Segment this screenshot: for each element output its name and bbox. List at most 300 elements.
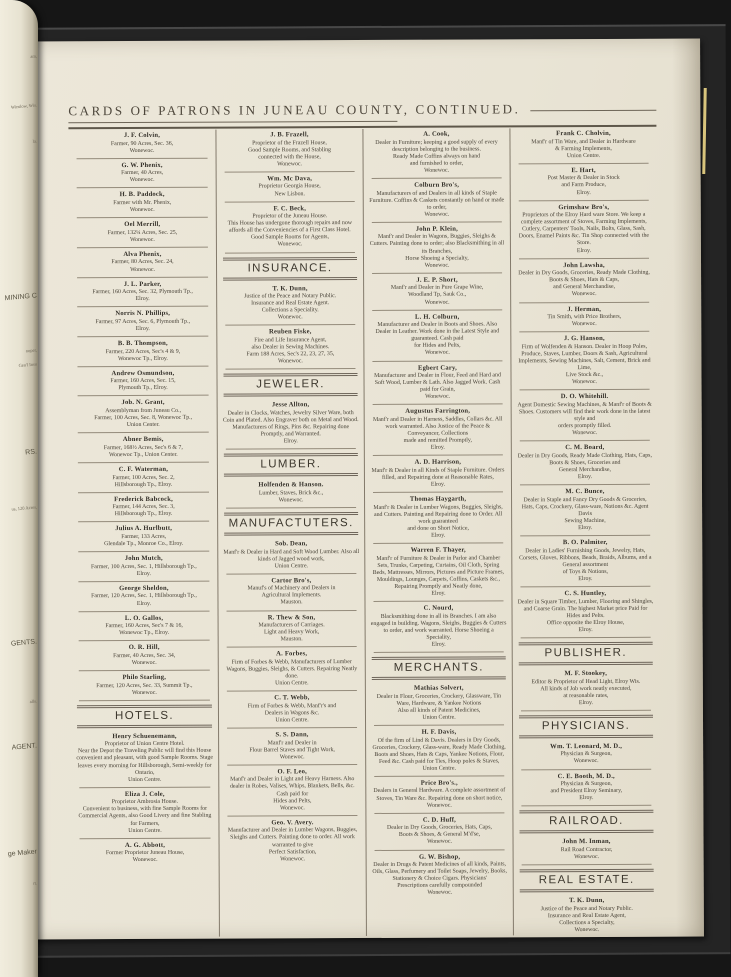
patron-detail-line: Elroy. — [577, 474, 593, 481]
adjacent-page-text-fragment: ooper, — [25, 347, 38, 354]
patron-name: G. W. Phenix, — [121, 161, 163, 169]
section-header: JEWELER. — [223, 373, 357, 397]
patron-detail-line: Near the Depot the Traveling Public will find this House convenient and pleasant, with good Sample Rooms. Stage leaves every morning for Hillsborough, Semi-weekly for Ontario, — [76, 748, 213, 776]
patron-detail-line: Also all kinds of Patent Medicines, — [397, 707, 481, 714]
patron-column — [68, 130, 219, 938]
patron-detail-line: Collections a Specialty, — [559, 919, 615, 926]
page-title: CARDS OF PATRONS IN JUNEAU COUNTY, CONTINUED. — [68, 101, 521, 119]
patron-entry — [515, 259, 653, 303]
patron-name: G. W. Bishop, — [418, 853, 461, 861]
patron-detail-line: Of the firm of Lind & Davis. Dealers in Dry Goods, Groceries, Crockery, Glass-ware, Ready Made Clothing, Boots and Shoes, Hats & Caps, Yankee Notions, Flour, Feed &c. Cash paid for Ties, Hoop poles & Staves, — [372, 736, 506, 765]
patron-entry — [75, 642, 214, 672]
patron-detail-line: Proprietor Ambrosia House. — [111, 799, 179, 806]
patron-detail-line: Perfect Satisfaction, — [268, 848, 317, 856]
patron-detail-line: Wonewoc. — [129, 177, 155, 184]
patron-name: Grimshaw Bro's, — [558, 203, 610, 211]
patron-name: H. F. Davis, — [421, 728, 457, 736]
patron-detail-line: Farmer, 80 Acres, Sec. 24, — [111, 259, 174, 266]
patron-entry — [516, 588, 654, 640]
patron-detail-line: Wonewoc. — [427, 890, 453, 897]
patron-detail-line: Elroy. — [135, 325, 150, 332]
patron-detail-line: Manf'r of Furniture & Dealer in Parlor and Chamber Sets, Trunks, Carpeting, Curtains, Oil Cloth, Spring Beds, Mattresses, Mirrors, Pictures and Picture Frames, Mouldings, Lounges, Carpets, Coffins, Caskets &c., — [372, 555, 504, 583]
patron-entry — [73, 219, 212, 249]
patron-detail-line: Post Master & Dealer in Stock — [547, 175, 620, 182]
patron-detail-line: Justice of the Peace and Notary Public. — [540, 905, 633, 912]
patron-entry — [74, 523, 213, 553]
patron-entry — [370, 682, 508, 726]
patron-entry — [223, 648, 361, 692]
adjacent-page-text-fragment: us, 120 Acres, — [11, 504, 38, 512]
patron-entry — [517, 741, 655, 771]
patron-name: C. D. Huff, — [422, 816, 457, 824]
patron-name: Augustus Farrington, — [405, 407, 471, 416]
patron-entry — [517, 770, 655, 807]
patron-detail-line: This House has undergone thorough repairs and now affords all the Conveniencies of a First Class Hotel. Good Sample Rooms for Agents, — [227, 220, 353, 241]
patron-detail-line: Farmer, 100 Acres, Sec. 2, — [112, 474, 175, 481]
patron-detail-line: Glendale Tp., Monroe Co., Elroy. — [104, 540, 184, 548]
patron-entry — [74, 583, 213, 613]
patron-entry — [369, 457, 507, 494]
patron-detail-line: Farmer, 132¼ Acres, Sec. 25, — [107, 229, 178, 236]
patron-column — [215, 129, 366, 937]
patron-entry — [223, 817, 361, 865]
patron-entry — [222, 575, 360, 612]
patron-name: T. K. Dunn, — [569, 897, 605, 905]
patron-detail-line: Wonewoc. — [277, 161, 303, 168]
patron-detail-line: Firm of Forbes & Webb, Manf'r's and — [247, 702, 337, 710]
patron-detail-line: Elroy. — [136, 570, 151, 577]
patron-name: C. Nourd, — [423, 604, 454, 612]
patron-name: Philo Starling, — [122, 673, 167, 682]
patron-name: A. G. Abbott, — [124, 841, 166, 849]
patron-entry — [515, 201, 653, 260]
patron-detail-line: Editor & Proprietor of Head Light, Elroy Wis. — [531, 678, 641, 685]
patron-detail-line: Dealer in Square Timber, Lumber, Flooring and Shingles, and Coarse Grain. The highest Market price Paid for Hides and Pelts. — [517, 598, 654, 619]
patron-detail-line: Manf'r & Dealer in all Kinds of Staple Furniture. Orders filled, and Repairing done at Reasonable Rates, — [371, 467, 505, 481]
patron-name: Wm. Mc Dava, — [267, 175, 313, 183]
patron-name: J. Herman, — [567, 305, 602, 313]
patron-detail-line: Prescriptions carefully compounded — [397, 882, 483, 890]
patron-detail-line: Wonewoc. — [571, 321, 597, 328]
adjacent-page-text-fragment: MINING C — [4, 292, 38, 303]
patron-detail-line: Farmer, 160 Acres, Sec's 7 & 16, — [105, 622, 183, 630]
gutter-shadow — [672, 39, 704, 937]
patron-entry — [73, 367, 212, 397]
patron-name: H. B. Paddock, — [119, 191, 165, 199]
patron-entry — [75, 672, 214, 702]
patron-detail-line: Farmer, 120 Acres, Sec. 1, Hillsborough Tp., — [91, 593, 197, 600]
adjacent-page-text-fragment: am, — [30, 53, 38, 59]
patron-entry — [74, 397, 213, 434]
patron-detail-line: Wonewoc. — [277, 241, 303, 248]
patron-detail-line: also Dealer in Sewing Machines. — [251, 344, 330, 351]
patron-name: B. B. Thompson, — [117, 339, 168, 348]
patron-detail-line: Flour Barrel Staves and Tight Work, — [249, 746, 335, 754]
patron-name: Alva Phenix, — [123, 250, 162, 258]
patron-detail-line: Tin Smith, with Price Brothers, — [547, 313, 622, 321]
patron-entry — [368, 274, 506, 311]
patron-name: A. Cook, — [423, 130, 450, 138]
patron-entry — [515, 165, 653, 202]
patron-detail-line: Manf'r and Dealer in Light and Heavy Harness. Also dealer in Robes, Valises, Whips, Blankets, Bells, &c. Cash paid for — [229, 776, 355, 797]
patron-detail-line: Manufacturers of and Dealers in all kinds of Staple Furniture. Coffins & Caskets constantly on hand or made to order, — [369, 189, 505, 211]
patron-detail-line: Wonewoc. — [426, 802, 452, 809]
patron-detail-line: Elroy. — [136, 600, 152, 607]
patron-entry — [74, 553, 213, 583]
patron-name: A. D. Harrison, — [414, 458, 462, 467]
patron-detail-line: Elroy. — [431, 641, 446, 648]
patron-detail-line: Farmer, 100 Acres, Sec. 1, Hillsborough Tp., — [90, 563, 197, 570]
patron-entry — [369, 544, 507, 603]
patron-detail-line: Elroy. — [135, 296, 150, 303]
patron-entry — [223, 692, 361, 729]
patron-name: Job. N. Grant, — [121, 399, 165, 407]
patron-entry — [223, 729, 361, 766]
section-header: MANUFACTUTERS. — [224, 512, 358, 536]
patron-detail-line: Dealers in Wagons &c. — [264, 710, 320, 717]
patron-detail-line: & Farming Implements, — [555, 145, 612, 152]
patron-detail-line: Union Center. — [126, 422, 160, 429]
patron-detail-line: Insurance and Real Estate Agent, — [547, 912, 626, 919]
patron-detail-line: Wonewoc. — [424, 262, 450, 269]
patron-detail-line: All kinds of Job work neatly executed, — [540, 685, 632, 692]
atlas-page — [28, 39, 704, 940]
patron-entry — [75, 730, 214, 789]
patron-entry — [370, 814, 508, 851]
patron-detail-line: Union Centre. — [422, 714, 456, 721]
patron-entry — [518, 895, 656, 935]
patron-entry — [74, 493, 213, 523]
patron-entry — [76, 839, 215, 865]
patron-name: Mathias Solvert, — [413, 684, 464, 692]
patron-name: Wm. T. Leonard, M. D., — [550, 742, 623, 751]
patron-entry — [368, 223, 506, 275]
patron-name: O. F. Leo, — [277, 768, 307, 776]
patron-name: Cartor Bro's, — [271, 577, 312, 585]
patron-column — [362, 128, 513, 936]
patron-detail-line: Live Stock &c., — [565, 372, 604, 379]
patron-name: John M. Inman, — [562, 838, 611, 846]
patron-entry — [74, 434, 213, 464]
adjacent-page-text-fragment: Gen'l Insu — [18, 361, 38, 369]
title-rule — [531, 109, 657, 111]
patron-name: L. H. Colburn, — [415, 313, 460, 321]
patron-detail-line: Rail Road Contractor, — [560, 846, 613, 854]
patron-detail-line: Elroy. — [430, 444, 445, 451]
patron-entry — [221, 173, 359, 203]
patron-detail-line: Wonewoc. — [131, 689, 157, 696]
patron-entry — [73, 159, 212, 189]
patron-name: R. Thew & Son, — [267, 613, 316, 621]
patron-name: Andrew Osmundson, — [111, 369, 175, 377]
patron-detail-line: Wonewoc. — [572, 379, 597, 386]
patron-name: Egbert Cary, — [417, 364, 458, 372]
patron-detail-line: Dealer in Staple and Fancy Dry Goods & Groceries, Hats, Caps, Crockery, Glass-ware, Notions &c. Agent Davis — [521, 496, 649, 517]
patron-detail-line: Ready Made Coffins always on hand — [392, 153, 481, 160]
patron-name: Henry Schuenemann, — [112, 732, 177, 740]
patron-detail-line: General Merchandise, — [558, 466, 611, 474]
patron-entry — [518, 836, 656, 866]
patron-entry — [369, 603, 507, 655]
patron-name: C. F. Waterman, — [118, 465, 169, 474]
patron-entry — [73, 249, 212, 279]
patron-entry — [73, 189, 212, 219]
patron-name: John Mutch, — [124, 555, 163, 563]
patron-detail-line: Manf'r of Tin Ware, and Dealer in Hardware — [531, 138, 636, 145]
patron-entry — [368, 311, 506, 363]
patron-detail-line: Woodland Tp, Sauk Co., — [408, 291, 467, 299]
adjacent-page-text-fragment: rt. — [32, 880, 38, 886]
patron-name: F. C. Beck, — [273, 204, 307, 212]
patron-detail-line: Agricultural Implements. — [261, 592, 322, 599]
patron-detail-line: Wonewoc. — [132, 857, 158, 864]
patron-detail-line: Plymouth Tp., Elroy. — [118, 385, 168, 392]
patron-name: Price Bro's., — [420, 779, 458, 787]
patron-detail-line: Union Centre. — [128, 776, 162, 783]
patron-detail-line: Dealer in Drugs & Patent Medicines of all kinds, Paints, Oils, Glass, Perfumery and Toilet Soaps, Jewelry, Books, Stationery & Choice Cigars. Physicians' — [372, 861, 507, 883]
patron-name: J. E. P. Short, — [416, 276, 458, 284]
patron-name: D. O. Whitehill. — [560, 393, 609, 401]
patron-detail-line: Hides and Pelts, — [273, 797, 312, 805]
patron-entry — [515, 303, 653, 333]
patron-name: Frederick Babcock, — [114, 495, 173, 503]
patron-name: C. E. Booth, M. D., — [557, 772, 615, 780]
patron-detail-line: Wonewoc Tp., Elroy. — [117, 355, 168, 362]
patron-name: Holfenden & Hanson. — [258, 481, 324, 489]
patron-name: Norris N. Phillips, — [115, 310, 171, 318]
patron-detail-line: at reasonable rates, — [563, 692, 609, 699]
section-header: PUBLISHER. — [519, 642, 653, 666]
patron-detail-line: Farmer, 133 Acres, — [121, 533, 167, 541]
patron-entry — [221, 283, 359, 327]
patron-detail-line: Repairing Promptly and Neatly done, — [394, 583, 483, 590]
patron-entry — [73, 278, 212, 308]
patron-detail-line: Farmer, 40 Acres, — [121, 170, 164, 177]
section-header: PHYSICIANS. — [519, 715, 653, 739]
patron-name: Jesse Allton, — [271, 401, 310, 409]
patron-entry — [370, 726, 508, 778]
patron-name: O. R. Hill, — [128, 644, 160, 652]
patron-entry — [517, 668, 655, 712]
patron-name: J. B. Frazell, — [270, 131, 309, 139]
patron-detail-line: for Hides and Pelts, — [414, 342, 461, 350]
patron-detail-line: Elroy. — [578, 575, 593, 582]
patron-detail-line: Wonewoc. — [131, 659, 157, 666]
patron-detail-line: Elroy. — [431, 532, 446, 539]
patron-detail-line: Wonewoc. — [425, 393, 451, 401]
patron-detail-line: New Lisbon. — [274, 190, 305, 197]
patron-detail-line: Farmer, 160 Acres, Sec. 15, — [110, 378, 176, 385]
patron-detail-line: Physician & Surgeon, — [560, 751, 612, 758]
patron-name: M. C. Bunce, — [565, 488, 605, 496]
patron-detail-line: Wonewoc. — [424, 211, 450, 218]
patron-name: S. S. Dann, — [275, 731, 309, 739]
patron-name: J. L. Parker, — [123, 280, 162, 288]
patron-detail-line: Wonewoc. — [574, 853, 600, 861]
patron-entry — [516, 537, 654, 589]
patron-detail-line: Wonewoc. — [571, 291, 597, 298]
patron-detail-line: Union Centre. — [422, 765, 456, 772]
patron-detail-line: Union Centre. — [274, 562, 309, 570]
patron-detail-line: Farmer, 220 Acres, Sec's 4 & 9, — [105, 348, 181, 355]
patron-detail-line: Wonewoc. — [277, 314, 303, 321]
patron-detail-line: Manf'r and Dealer in Harness, Saddles, Collars &c. All work warranted. Also Justice of the Peace & Conveyancer, Collections — [372, 416, 503, 437]
patron-detail-line: Wonewoc Tp., Union Center. — [108, 451, 178, 459]
patron-detail-line: Collections a Speciality. — [261, 307, 319, 314]
section-header: REAL ESTATE. — [520, 869, 654, 893]
patron-entry — [221, 326, 359, 370]
patron-detail-line: Sewing Machine, — [564, 517, 606, 525]
patron-detail-line: Wonewoc. — [130, 266, 155, 273]
patron-name: Reuben Fiske, — [269, 328, 312, 336]
patron-detail-line: made and remitted Promptly, — [403, 437, 472, 445]
title-row — [68, 101, 656, 120]
patron-detail-line: and furnished to order, — [409, 160, 464, 167]
patron-detail-line: Wonewoc. — [278, 497, 304, 504]
patron-detail-line: Wonewoc. — [572, 430, 598, 437]
patron-detail-line: Wonewoc. — [279, 754, 305, 761]
patron-entry — [371, 851, 509, 899]
patron-detail-line: Office opposite the Elroy House, — [546, 619, 625, 626]
patron-name: A. Forbes, — [276, 650, 308, 658]
patron-detail-line: Farmer, 144 Acres, Sec. 3, — [112, 504, 175, 511]
patron-entry — [370, 777, 508, 814]
patron-detail-line: Farmer, 168½ Acres, Sec's 6 & 7, — [103, 444, 183, 451]
patron-name: John Lawsha, — [563, 261, 605, 269]
patron-detail-line: Farmer with Mr. Phenix, — [113, 199, 172, 207]
patron-detail-line: Union Centre. — [128, 827, 162, 834]
patron-detail-line: Dealer in Dry Goods, Groceries, Ready Made Clothing, Boots & Shoes, Hats & Caps, — [518, 269, 650, 284]
patron-detail-line: orders promptly filled. — [558, 422, 612, 430]
patron-detail-line: Elroy. — [430, 481, 446, 488]
patron-detail-line: Wonewoc. — [129, 236, 155, 243]
patron-entry — [368, 179, 506, 223]
patron-detail-line: Union Centre. — [275, 717, 309, 724]
patron-detail-line: Elroy. — [578, 524, 593, 532]
patron-detail-line: Wonewoc. — [427, 839, 452, 846]
patron-detail-line: Union Centre. — [566, 152, 601, 159]
patron-detail-line: Farmer, 40 Acres, Sec. 34, — [113, 652, 176, 659]
patron-detail-line: Elroy. — [283, 438, 298, 445]
patron-detail-line: and General Merchandise, — [553, 284, 616, 291]
previous-page-edge — [0, 0, 38, 977]
patron-detail-line: of Toys & Notions, — [562, 568, 609, 575]
patron-detail-line: Firm of Forbes & Webb, Manufacturers of Lumber Wagons, Buggies, Sleighs, & Cutters. Repairing Neatly done. — [226, 658, 358, 680]
adjacent-page-text-fragment: RS. — [24, 448, 38, 457]
patron-entry — [369, 494, 507, 546]
patron-detail-line: Manf'r and Dealer in Pure Grape Wine, — [390, 284, 484, 292]
patron-detail-line: Manufacturer and Dealer in Flour, Feed and Hard and Soft Wood, Lumber & Lath. Also Jagged Work. Cash paid for Grain, — [374, 372, 501, 394]
patron-detail-line: Mauston. — [280, 599, 303, 606]
patron-detail-line: Farmer, 120 Acres, Sec. 33, Summit Tp., — [96, 682, 193, 689]
patron-entry — [221, 203, 359, 255]
patron-detail-line: Wonewoc. — [277, 358, 303, 365]
patron-detail-line: Manufacturer and Dealer in Boots and Shoes. Also Dealer in Leather. Work done in the Latest Style and guaranteed. Cash paid — [375, 321, 500, 343]
columns — [68, 125, 660, 937]
patron-detail-line: Manufacturers of Carriages. — [258, 622, 325, 629]
patron-detail-line: Elroy. — [576, 189, 591, 196]
adjacent-page-text-fragment: alls. — [29, 698, 38, 705]
patron-name: J. F. Colvin, — [123, 131, 161, 140]
patron-detail-line: Former Proprietor Juneau House, — [105, 850, 185, 857]
patron-detail-line: Dealer in Dry Goods, Groceries, Hats, Caps, — [386, 824, 493, 832]
patron-detail-line: Firm of Wolfenden & Hanson. Dealer in Hoop Poles, Produce, Staves, Lumber, Doors & Sash, Agricultural Implements, Sewing Machines, Salt, Cement, Brick and Lime, — [518, 343, 651, 372]
patron-detail-line: Manf'r & Dealer in Lumber Wagons, Buggies, Sleighs, and Cutters. Painting and Repairing done to Order. All work guaranteed — [373, 504, 503, 525]
patron-detail-line: Wonewoc. — [424, 167, 450, 174]
patron-name: J. G. Hanson, — [563, 335, 605, 343]
patron-name: E. Hart, — [571, 166, 596, 174]
patron-entry — [223, 612, 361, 649]
patron-detail-line: Proprietor of the Frazell House, — [252, 139, 327, 147]
patron-detail-line: and done on Short Notice, — [407, 525, 470, 532]
patron-entry — [515, 333, 653, 392]
patron-detail-line: Proprietors of the Elroy Hard ware Store. We keep a complete assortment of Stoves, Farming Implements, Cutlery, Carpenters' Tools, Nails, Bolts, Glass, Sash, Doors, Enamel Paints &c. Tin Shop connected with the Store. — [518, 211, 650, 247]
patron-detail-line: Farmer, 100 Acres, Sec. 8, Wonewoc Tp., — [94, 414, 193, 422]
patron-detail-line: Wonewoc. — [424, 350, 450, 357]
patron-detail-line: Wonewoc. — [573, 758, 599, 765]
adjacent-page-text-fragment: Winslow, Wis. — [10, 102, 38, 110]
patron-name: C. T. Webb, — [274, 694, 310, 702]
patron-detail-line: Dealer in Clocks, Watches, Jewelry Silver Ware, both Coin and Plated. Also Engraver both on Metal and Wood. Manufacturers of Rings, Pins &c. Repairing done Promptly, and Warranted. — [222, 409, 359, 438]
patron-detail-line: Farmer, 97 Acres, Sec. 6, Plymouth Tp., — [95, 318, 191, 326]
patron-name: Frank C. Cholvin, — [556, 129, 611, 138]
patron-detail-line: Manf'r and Dealer in — [267, 739, 317, 747]
patron-entry — [72, 130, 211, 160]
patron-detail-line: Elroy. — [579, 795, 594, 802]
patron-detail-line: Light and Heavy Work, — [263, 629, 320, 636]
patron-detail-line: Dealer in Flour, Groceries, Crockery, Glassware, Tin Ware, Hardware, & Yankee Notions — [376, 693, 502, 707]
patron-detail-line: Insurance and Real Estate Agent. — [251, 300, 330, 307]
patron-detail-line: Horse Shoeing a Specialty, — [405, 255, 469, 262]
section-header: HOTELS. — [77, 704, 212, 728]
patron-entry — [514, 128, 652, 165]
patron-name: Sob. Dean, — [275, 540, 308, 548]
patron-detail-line: Wonewoc. — [280, 855, 306, 863]
patron-detail-line: Elroy. — [578, 626, 593, 633]
patron-detail-line: Justice of the Peace and Notary Public. — [244, 293, 337, 300]
patron-detail-line: and Farm Produce, — [561, 182, 607, 189]
patron-detail-line: Elroy. — [431, 590, 446, 597]
patron-name: Julius A. Hurlbutt, — [115, 525, 173, 533]
adjacent-page-text-fragment: ge Maker — [7, 848, 38, 858]
patron-detail-line: Farmer, 160 Acres, Sec. 32, Plymouth Tp., — [92, 288, 193, 296]
patron-name: Colburn Bro's, — [414, 181, 460, 189]
patron-name: Oel Merrill, — [124, 221, 161, 229]
patron-detail-line: Proprietor of the Juneau House. — [252, 213, 328, 220]
patron-detail-line: Blacksmithing done in all its Branches. I am also engaged in building. Wagons, Sleighs, Buggies & Cutters to order, and work warranted. Horse Shoeing a Speciality, — [370, 613, 507, 641]
patron-name: Warren F. Thayer, — [410, 546, 466, 554]
patron-detail-line: Agent Domestic Sewing Machines, & Manf'r of Boots & Shoes. Customers will find their work done in the latest style and — [517, 401, 652, 423]
patron-detail-line: Dealer in Dry Goods, Ready Made Clothing, Hats, Caps, Boots & Shoes, Groceries and — [517, 452, 652, 467]
patron-detail-line: Manufacturer and Dealer in Lumber Wagons, Buggies, Sleighs and Cutters. Painting done to order. All work warranted to give — [227, 827, 358, 848]
patron-name: John P. Klein, — [415, 225, 458, 233]
patron-name: C. S. Huntley, — [564, 589, 607, 598]
adjacent-page-text-fragment: AGENT. — [11, 742, 38, 752]
patron-detail-line: Manuf's of Machinery and Dealers in — [247, 585, 336, 592]
patron-detail-line: Lumber, Staves, Brick &c., — [258, 489, 324, 497]
patron-detail-line: Wonewoc Tp., Elroy. — [119, 630, 170, 637]
patron-detail-line: Farmer, 90 Acres, Sec. 36, — [110, 140, 174, 147]
patron-name: Eliza J. Cole, — [124, 790, 165, 798]
patron-entry — [75, 612, 214, 642]
patron-detail-line: Manf'r and Dealer in Wagons, Buggies, Sleighs & Cutters. Painting done to order; also Blacksmithing in all its Branches, — [369, 233, 505, 255]
patron-entry — [73, 338, 212, 368]
patron-detail-line: Assemblyman from Juneau Co., — [105, 407, 182, 415]
patron-entry — [368, 362, 506, 406]
patron-entry — [516, 486, 654, 538]
patron-detail-line: Dealer in Ladies' Furnishing Goods, Jewelry, Hats, Corsets, Gloves, Ribbons, Beads, Braids, Albums, and a General assortment — [519, 547, 652, 568]
patron-entry — [516, 442, 654, 486]
